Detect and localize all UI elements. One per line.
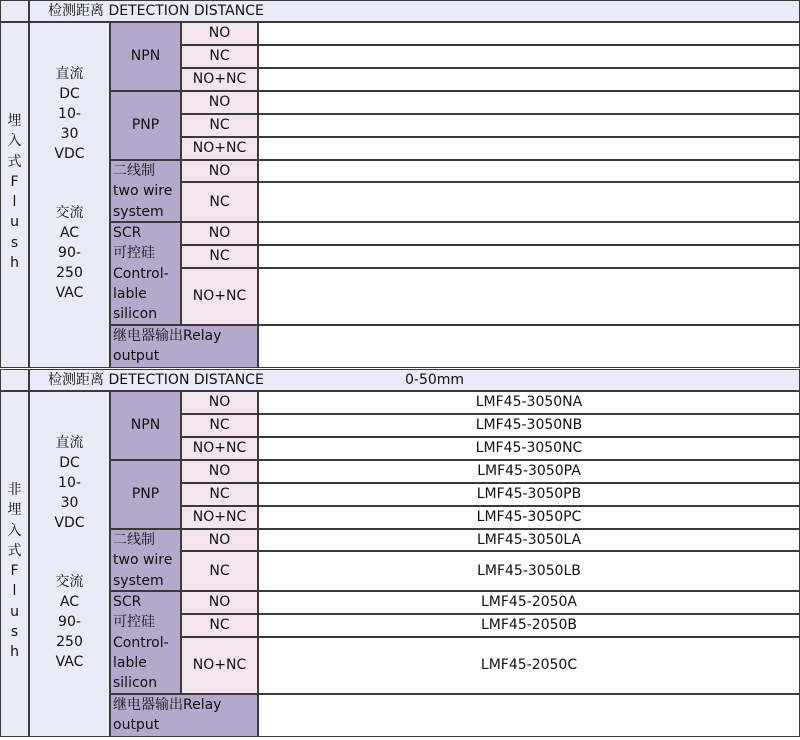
- signal-cell: NO: [181, 222, 258, 245]
- output-type-4: 继电器输出Relay output: [110, 325, 258, 368]
- model-cell: [258, 22, 800, 45]
- model-cell: LMF45-2050B: [258, 614, 800, 637]
- output-type-3: SCR 可控硅 Control- lable silicon: [110, 222, 181, 325]
- model-cell: LMF45-3050PC: [258, 506, 800, 529]
- model-cell: LMF45-2050C: [258, 637, 800, 694]
- model-cell: [258, 245, 800, 268]
- detection-distance-label: 检测距离 DETECTION DISTANCE: [29, 0, 800, 22]
- detection-distance-value: 0-50mm: [405, 371, 465, 388]
- output-type-2: 二线制 two wire system: [110, 529, 181, 591]
- signal-cell: NO: [181, 591, 258, 614]
- model-cell: [258, 91, 800, 114]
- detection-distance-value: [405, 1, 605, 21]
- signal-cell: NO: [181, 529, 258, 551]
- model-cell: [258, 222, 800, 245]
- signal-cell: NC: [181, 414, 258, 437]
- output-type-0: NPN: [110, 391, 181, 460]
- signal-cell: NO+NC: [181, 68, 258, 91]
- power-supply-label: 直流 DC 10- 30 VDC 交流 AC 90- 250 VAC: [29, 22, 110, 368]
- output-type-1: PNP: [110, 91, 181, 160]
- header-spacer: [0, 0, 29, 22]
- model-cell: LMF45-3050PB: [258, 483, 800, 506]
- header-spacer: [0, 369, 29, 391]
- signal-cell: NC: [181, 245, 258, 268]
- signal-cell: NO: [181, 91, 258, 114]
- model-cell: LMF45-3050PA: [258, 460, 800, 483]
- signal-cell: NO: [181, 391, 258, 414]
- signal-cell: NO: [181, 460, 258, 483]
- signal-cell: NC: [181, 114, 258, 137]
- output-type-1: PNP: [110, 460, 181, 529]
- power-supply-label: 直流 DC 10- 30 VDC 交流 AC 90- 250 VAC: [29, 391, 110, 737]
- signal-cell: NC: [181, 614, 258, 637]
- signal-cell: NC: [181, 182, 258, 222]
- signal-cell: NO+NC: [181, 637, 258, 694]
- signal-cell: NC: [181, 483, 258, 506]
- output-type-2: 二线制 two wire system: [110, 160, 181, 222]
- output-type-3: SCR 可控硅 Control- lable silicon: [110, 591, 181, 694]
- model-cell: [258, 137, 800, 160]
- model-cell: [258, 182, 800, 222]
- mount-type-label: 非 埋 入 式 F l u s h: [0, 391, 29, 737]
- model-cell: LMF45-3050NA: [258, 391, 800, 414]
- model-cell: LMF45-3050LB: [258, 551, 800, 591]
- model-cell: [258, 114, 800, 137]
- signal-cell: NO+NC: [181, 268, 258, 325]
- mount-type-label: 埋 入 式 F l u s h: [0, 22, 29, 368]
- signal-cell: NC: [181, 551, 258, 591]
- model-cell: LMF45-3050LA: [258, 529, 800, 551]
- signal-cell: NO+NC: [181, 506, 258, 529]
- model-cell: LMF45-3050NC: [258, 437, 800, 460]
- signal-cell: NC: [181, 45, 258, 68]
- model-cell: [258, 160, 800, 182]
- model-cell: [258, 694, 800, 737]
- output-type-0: NPN: [110, 22, 181, 91]
- model-cell: LMF45-2050A: [258, 591, 800, 614]
- signal-cell: NO: [181, 22, 258, 45]
- model-cell: [258, 45, 800, 68]
- model-cell: LMF45-3050NB: [258, 414, 800, 437]
- model-cell: [258, 68, 800, 91]
- detection-distance-label: 检测距离 DETECTION DISTANCE: [29, 369, 800, 391]
- output-type-4: 继电器输出Relay output: [110, 694, 258, 737]
- signal-cell: NO+NC: [181, 437, 258, 460]
- signal-cell: NO: [181, 160, 258, 182]
- model-cell: [258, 268, 800, 325]
- signal-cell: NO+NC: [181, 137, 258, 160]
- model-cell: [258, 325, 800, 368]
